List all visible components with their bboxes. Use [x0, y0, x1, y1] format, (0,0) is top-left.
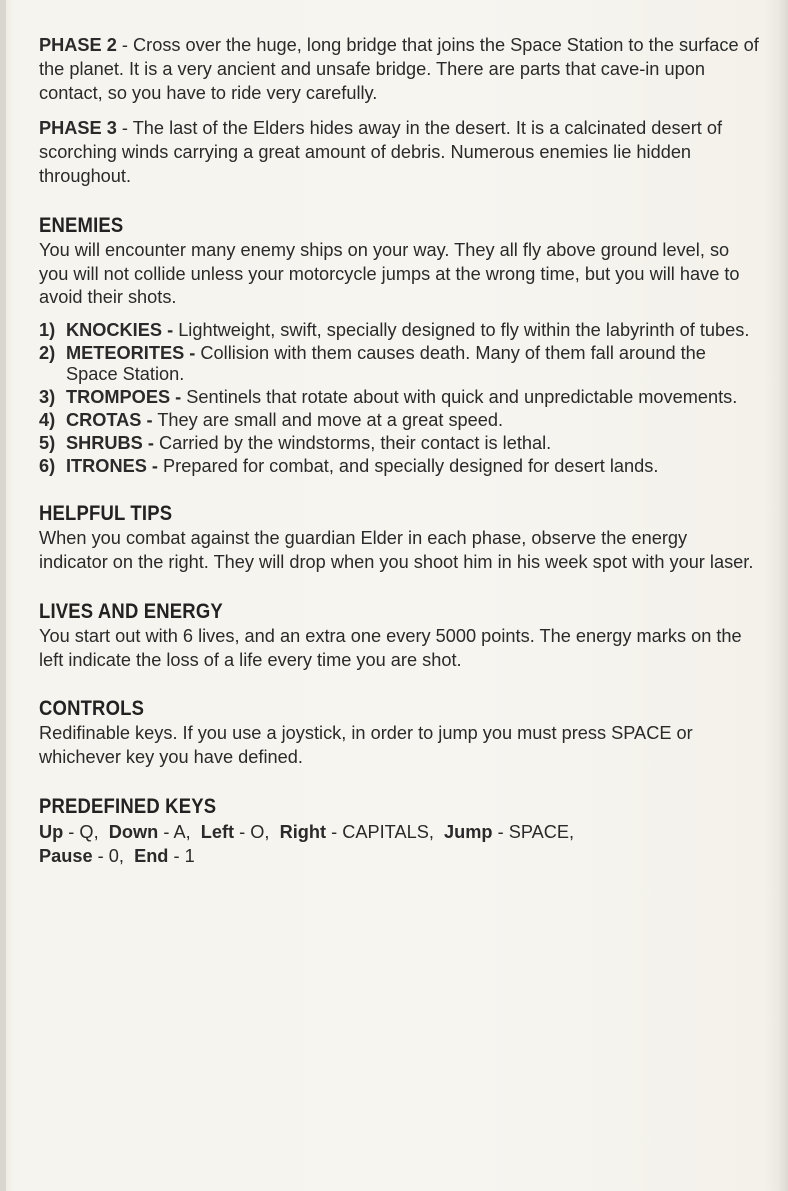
tips-section: [39, 501, 759, 575]
enemy-name: CROTAS: [66, 410, 142, 431]
key-name-down: Down: [108, 821, 159, 842]
enemy-number: 1): [39, 320, 56, 341]
phase-3-text: The last of the Elders hides away in the desert. It is a calcinated desert of scorching winds carrying a great amount of debris. Numerous enemies lie hidden throughout.: [39, 118, 723, 186]
phase-2-paragraph: PHASE 2 - Cross over the huge, long bridge that joins the Space Station to the surface of the planet. It is a very ancient and unsafe bridge. There are parts that cave-in upon contact, so you have to ride very carefully.: [39, 35, 759, 103]
controls-text: Redifinable keys. If you use a joystick, in order to jump you must press SPACE or whichever key you have defined.: [39, 723, 693, 768]
enemy-name: METEORITES: [66, 343, 185, 364]
key-value-pause: 0: [108, 845, 119, 866]
enemy-description: Collision with them causes death. Many of them fall around the Space Station.: [66, 343, 706, 385]
controls-section: [39, 696, 759, 770]
keys-heading: PREDEFINED KEYS: [39, 794, 217, 818]
enemy-item-shrubs: 5) SHRUBS - Carried by the windstorms, their contact is lethal.: [39, 433, 552, 454]
manual-content: [39, 34, 759, 868]
enemy-number: 5): [39, 433, 56, 454]
key-name-left: Left: [200, 821, 235, 842]
key-value-up: Q: [79, 821, 94, 842]
key-value-down: A: [173, 821, 186, 842]
key-value-end: 1: [184, 845, 195, 866]
enemy-description: Carried by the windstorms, their contact is lethal.: [159, 433, 552, 454]
enemy-number: 3): [39, 387, 56, 408]
enemy-number: 2): [39, 343, 56, 364]
phase-3-label: PHASE 3: [39, 118, 117, 139]
enemy-name: KNOCKIES: [66, 320, 162, 341]
key-name-pause: Pause: [39, 845, 93, 866]
enemy-item-itrones: 6) ITRONES - Prepared for combat, and specially designed for desert lands.: [39, 456, 659, 477]
phase-2-label: PHASE 2: [39, 35, 117, 55]
lives-section: [39, 599, 759, 673]
enemy-description: Lightweight, swift, specially designed to fly within the labyrinth of tubes.: [178, 320, 750, 341]
key-name-end: End: [134, 845, 169, 866]
enemy-item-meteorites: 2) METEORITES - Collision with them causes death. Many of them fall around the Space Station.: [39, 343, 706, 385]
enemies-intro: You will encounter many enemy ships on your way. They all fly above ground level, so you will not collide unless your motorcycle jumps at the wrong time, but you will have to avoid their shots.: [39, 239, 740, 308]
keys-list: Up - Q, Down - A, Left - O, Right - CAPITALS, Jump - SPACE, Pause - 0, End - 1: [39, 821, 575, 866]
enemy-name: SHRUBS: [66, 433, 143, 454]
tips-heading: HELPFUL TIPS: [39, 502, 173, 526]
key-value-jump: SPACE: [508, 821, 569, 842]
enemy-item-knockies: 1) KNOCKIES - Lightweight, swift, specially designed to fly within the labyrinth of tubes.: [39, 320, 750, 341]
enemy-number: 6): [39, 456, 56, 477]
enemy-number: 4): [39, 410, 56, 431]
key-name-right: Right: [279, 821, 327, 842]
key-name-jump: Jump: [444, 821, 493, 842]
controls-heading: CONTROLS: [39, 697, 145, 721]
page-right-edge: [778, 0, 788, 1191]
phase-3-paragraph: PHASE 3 - The last of the Elders hides away in the desert. It is a calcinated desert of scorching winds carrying a great amount of debris. Numerous enemies lie hidden throughout.: [39, 118, 723, 186]
enemy-name: ITRONES: [66, 456, 147, 477]
lives-heading: LIVES AND ENERGY: [39, 599, 223, 623]
enemy-description: Sentinels that rotate about with quick and unpredictable movements.: [186, 387, 738, 408]
lives-text: You start out with 6 lives, and an extra one every 5000 points. The energy marks on the left indicate the loss of a life every time you are shot.: [39, 625, 742, 670]
enemy-item-trompoes: 3) TROMPOES - Sentinels that rotate about with quick and unpredictable movements.: [39, 387, 738, 408]
enemy-item-crotas: 4) CROTAS - They are small and move at a great speed.: [39, 410, 504, 431]
page-left-edge: [0, 0, 6, 1191]
tips-text: When you combat against the guardian Elder in each phase, observe the energy indicator on the right. They will drop when you shoot him in his week spot with your laser.: [39, 528, 754, 572]
key-value-right: CAPITALS: [342, 821, 429, 842]
enemies-heading: ENEMIES: [39, 213, 124, 237]
enemies-section: [39, 213, 759, 477]
enemy-description: Prepared for combat, and specially designed for desert lands.: [163, 456, 659, 477]
phase-2-text: Cross over the huge, long bridge that joins the Space Station to the surface of the planet. It is a very ancient and unsafe bridge. There are parts that cave-in upon contact, so you have to ride very carefully.: [39, 35, 759, 103]
enemy-name: TROMPOES: [66, 387, 171, 408]
enemy-description: They are small and move at a great speed.: [157, 410, 504, 431]
enemy-list: [39, 320, 759, 477]
keys-section: [39, 794, 759, 868]
key-value-left: O: [250, 821, 265, 842]
key-name-up: Up: [39, 821, 64, 842]
